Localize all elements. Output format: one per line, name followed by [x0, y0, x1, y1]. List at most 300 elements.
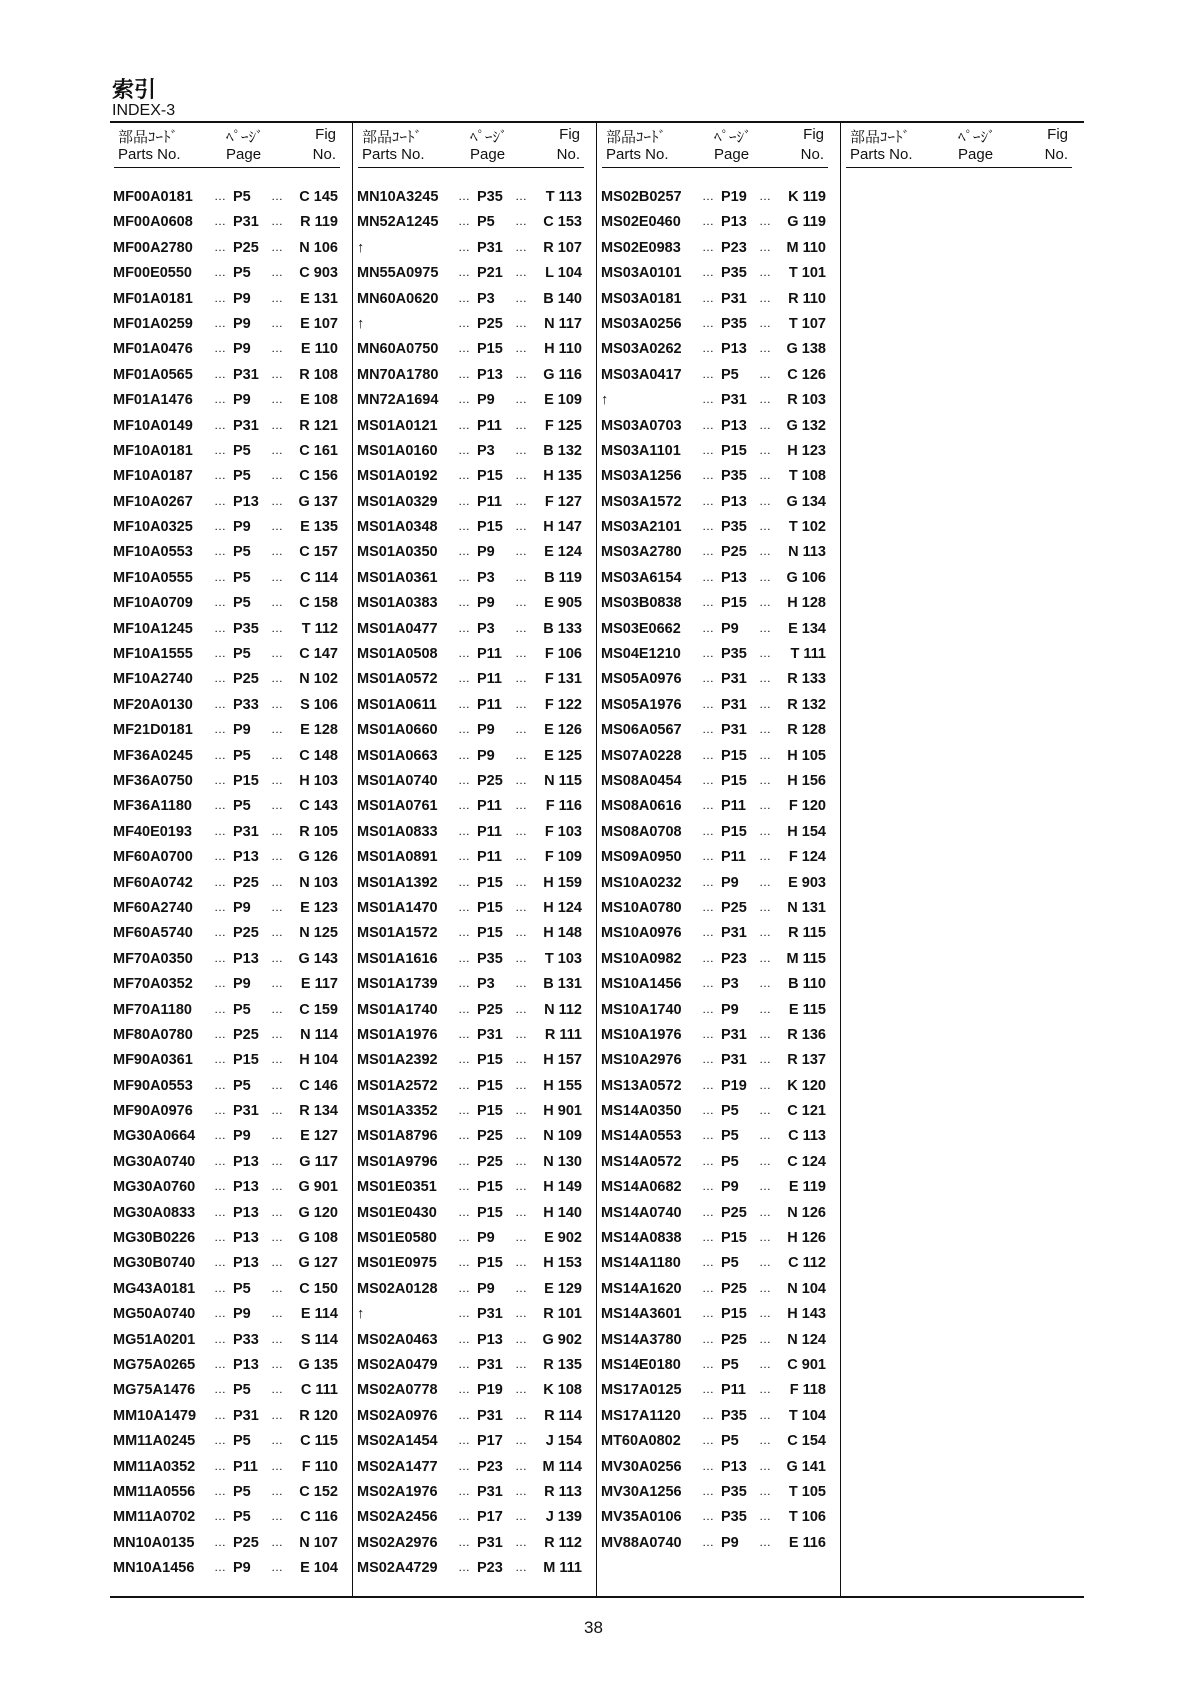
page-ref: P35 — [721, 315, 747, 332]
index-entry — [598, 846, 832, 871]
leader-dots: … — [759, 214, 771, 229]
leader-dots: … — [271, 519, 283, 534]
part-number: MS01A3352 — [357, 1103, 438, 1120]
part-number: MS01A0361 — [357, 569, 438, 586]
leader-dots: … — [458, 976, 470, 991]
part-number: MS01A2392 — [357, 1052, 438, 1069]
bottom-rule — [110, 1596, 1084, 1598]
page-ref: P31 — [233, 1103, 259, 1120]
fig-no: E 902 — [544, 1230, 582, 1247]
index-entry — [110, 1278, 344, 1303]
leader-dots: … — [759, 595, 771, 610]
leader-dots: … — [458, 265, 470, 280]
part-number: MG51A0201 — [113, 1331, 196, 1348]
leader-dots: … — [214, 1306, 226, 1321]
part-number: MF01A0181 — [113, 290, 193, 307]
part-number: MS14A0553 — [601, 1128, 682, 1145]
index-entry — [354, 1456, 588, 1481]
part-number: MS02A0778 — [357, 1382, 438, 1399]
index-entry — [110, 592, 344, 617]
leader-dots: … — [214, 849, 226, 864]
page-ref: P9 — [721, 1001, 739, 1018]
leader-dots: … — [271, 1458, 283, 1473]
leader-dots: … — [458, 899, 470, 914]
leader-dots: … — [515, 1204, 527, 1219]
part-number: MS14A0682 — [601, 1179, 682, 1196]
page-ref: P25 — [233, 1026, 259, 1043]
page-ref: P31 — [721, 722, 747, 739]
leader-dots: … — [271, 1026, 283, 1041]
leader-dots: … — [759, 1534, 771, 1549]
index-entry — [598, 440, 832, 465]
leader-dots: … — [458, 1230, 470, 1245]
leader-dots: … — [458, 569, 470, 584]
leader-dots: … — [458, 1153, 470, 1168]
leader-dots: … — [271, 1356, 283, 1371]
fig-no: T 113 — [545, 189, 582, 205]
page-ref: P13 — [721, 341, 747, 358]
page-ref: P15 — [721, 823, 747, 840]
leader-dots: … — [702, 798, 714, 813]
fig-no: F 120 — [788, 798, 826, 815]
leader-dots: … — [271, 214, 283, 229]
index-entry — [598, 541, 832, 566]
fig-no: R 105 — [299, 823, 338, 840]
leader-dots: … — [702, 189, 714, 203]
part-number: MG30A0833 — [113, 1204, 196, 1221]
part-number: MS01A2572 — [357, 1077, 438, 1094]
leader-dots: … — [515, 620, 527, 635]
fig-no: E 125 — [544, 747, 582, 764]
leader-dots: … — [515, 189, 527, 203]
part-number: MV88A0740 — [601, 1534, 682, 1551]
index-entry — [110, 313, 344, 338]
fig-no: R 133 — [787, 671, 826, 688]
leader-dots: … — [214, 722, 226, 737]
index-entry — [598, 592, 832, 617]
page-ref: P9 — [477, 1280, 495, 1297]
leader-dots: … — [759, 1382, 771, 1397]
leader-dots: … — [458, 290, 470, 305]
page-ref: P13 — [233, 493, 259, 510]
page-ref: P13 — [477, 1331, 503, 1348]
part-number: MG30A0664 — [113, 1128, 196, 1145]
fig-no: K 119 — [788, 189, 826, 205]
part-number: MS01A1739 — [357, 976, 438, 993]
page-ref: P15 — [721, 595, 747, 612]
fig-no: H 103 — [299, 772, 338, 789]
leader-dots: … — [759, 722, 771, 737]
fig-no: H 126 — [787, 1230, 826, 1247]
leader-dots: … — [271, 468, 283, 483]
leader-dots: … — [759, 315, 771, 330]
page-ref: P25 — [477, 315, 503, 332]
leader-dots: … — [458, 493, 470, 508]
part-number: MF36A0245 — [113, 747, 193, 764]
part-number: MF10A0149 — [113, 417, 193, 434]
fig-no: E 135 — [300, 519, 338, 536]
index-entry — [354, 288, 588, 313]
leader-dots: … — [702, 214, 714, 229]
leader-dots: … — [458, 849, 470, 864]
leader-dots: … — [759, 392, 771, 407]
page-ref: P5 — [477, 214, 495, 231]
part-number: MT60A0802 — [601, 1433, 681, 1450]
index-entry — [110, 770, 344, 795]
leader-dots: … — [702, 1306, 714, 1321]
fig-no: H 140 — [543, 1204, 582, 1221]
index-entry — [110, 262, 344, 287]
page-ref: P25 — [233, 874, 259, 891]
index-entry — [598, 491, 832, 516]
leader-dots: … — [458, 1382, 470, 1397]
part-number: MF70A0350 — [113, 950, 193, 967]
part-number: MS01A0833 — [357, 823, 438, 840]
leader-dots: … — [702, 595, 714, 610]
fig-no: R 110 — [788, 290, 826, 307]
index-entry — [354, 999, 588, 1024]
page-ref: P9 — [477, 747, 495, 764]
index-entry — [354, 643, 588, 668]
page-ref: P15 — [477, 1052, 503, 1069]
part-number: MS01A0192 — [357, 468, 438, 485]
fig-no: E 124 — [544, 544, 582, 561]
leader-dots: … — [458, 671, 470, 686]
page-ref: P13 — [477, 366, 503, 383]
leader-dots: … — [214, 595, 226, 610]
part-number: MN10A1456 — [113, 1560, 195, 1577]
part-number: MF01A1476 — [113, 392, 193, 409]
leader-dots: … — [214, 1179, 226, 1194]
part-number: MG75A1476 — [113, 1382, 196, 1399]
part-number: MS02A0128 — [357, 1280, 438, 1297]
leader-dots: … — [271, 1179, 283, 1194]
part-number: MG30B0226 — [113, 1230, 196, 1247]
index-entry — [110, 1405, 344, 1430]
leader-dots: … — [702, 544, 714, 559]
leader-dots: … — [214, 1077, 226, 1092]
part-number: MG30A0760 — [113, 1179, 196, 1196]
index-entry — [354, 1278, 588, 1303]
index-entry — [110, 211, 344, 236]
page-ref: P31 — [721, 925, 747, 942]
index-entry — [110, 922, 344, 947]
fig-no: R 132 — [787, 696, 826, 713]
part-number: MS05A0976 — [601, 671, 682, 688]
leader-dots: … — [515, 1458, 527, 1473]
index-entry — [110, 1329, 344, 1354]
index-entry — [354, 1557, 588, 1582]
page-ref: P31 — [233, 1407, 259, 1424]
page-ref: P15 — [477, 925, 503, 942]
index-title-japanese: 索引 — [112, 77, 157, 102]
fig-no: F 122 — [544, 696, 582, 713]
part-number: MS01A9796 — [357, 1153, 438, 1170]
leader-dots: … — [458, 544, 470, 559]
index-entry — [354, 1379, 588, 1404]
page-ref: P9 — [721, 620, 739, 637]
part-number: MS01E0430 — [357, 1204, 437, 1221]
fig-no: B 133 — [543, 620, 582, 637]
page-ref: P31 — [721, 1026, 747, 1043]
page-ref: P31 — [477, 1306, 503, 1323]
leader-dots: … — [214, 1560, 226, 1575]
part-number: MS01A0891 — [357, 849, 438, 866]
fig-no: C 112 — [788, 1255, 826, 1272]
index-entry — [598, 415, 832, 440]
fig-no: G 126 — [298, 849, 338, 866]
leader-dots: … — [214, 392, 226, 407]
index-entry — [598, 999, 832, 1024]
leader-dots: … — [759, 1483, 771, 1498]
leader-dots: … — [458, 1356, 470, 1371]
page-ref: P15 — [477, 874, 503, 891]
index-entry — [110, 516, 344, 541]
fig-no: H 153 — [543, 1255, 582, 1272]
leader-dots: … — [759, 1407, 771, 1422]
page-ref: P31 — [721, 696, 747, 713]
part-number: MG43A0181 — [113, 1280, 196, 1297]
leader-dots: … — [515, 214, 527, 229]
leader-dots: … — [271, 189, 283, 203]
fig-no: E 108 — [300, 392, 338, 409]
leader-dots: … — [515, 1560, 527, 1575]
page-ref: P5 — [721, 1356, 739, 1373]
leader-dots: … — [702, 1230, 714, 1245]
leader-dots: … — [759, 1331, 771, 1346]
index-entry — [110, 491, 344, 516]
part-number: MS03A1572 — [601, 493, 682, 510]
part-number: MF40E0193 — [113, 823, 192, 840]
leader-dots: … — [271, 544, 283, 559]
leader-dots: … — [458, 925, 470, 940]
fig-no: N 115 — [544, 772, 582, 789]
part-number: MF10A0181 — [113, 442, 193, 459]
fig-no: H 110 — [544, 341, 582, 358]
leader-dots: … — [515, 1128, 527, 1143]
fig-no: E 109 — [544, 392, 582, 409]
index-entry — [110, 389, 344, 414]
leader-dots: … — [515, 519, 527, 534]
leader-dots: … — [214, 544, 226, 559]
fig-no: R 114 — [544, 1407, 582, 1424]
leader-dots: … — [271, 1052, 283, 1067]
fig-header: Fig — [1047, 126, 1068, 143]
part-number: MS10A1976 — [601, 1026, 682, 1043]
index-entry — [598, 948, 832, 973]
index-entry — [354, 491, 588, 516]
fig-no: T 106 — [788, 1509, 826, 1526]
index-entry — [354, 389, 588, 414]
index-entry — [598, 1532, 832, 1557]
part-number: MS01A1392 — [357, 874, 438, 891]
part-number: MS10A0976 — [601, 925, 682, 942]
fig-no: T 112 — [301, 620, 338, 637]
part-number: MS10A0232 — [601, 874, 682, 891]
part-number: MS01A0160 — [357, 442, 438, 459]
fig-no: E 129 — [544, 1280, 582, 1297]
index-entry — [354, 1049, 588, 1074]
page-ref: P25 — [233, 1534, 259, 1551]
leader-dots: … — [702, 722, 714, 737]
leader-dots: … — [702, 1077, 714, 1092]
leader-dots: … — [458, 620, 470, 635]
page-ref: P23 — [721, 239, 747, 256]
leader-dots: … — [702, 747, 714, 762]
fig-no: B 140 — [543, 290, 582, 307]
fig-no: F 103 — [544, 823, 582, 840]
page-ref: P11 — [233, 1458, 258, 1475]
fig-no: H 149 — [543, 1179, 582, 1196]
leader-dots: … — [214, 1103, 226, 1118]
fig-no: G 138 — [786, 341, 826, 358]
page-ref: P15 — [477, 1179, 503, 1196]
part-number: MS14E0180 — [601, 1356, 681, 1373]
index-entry — [598, 694, 832, 719]
fig-no: B 110 — [788, 976, 826, 993]
index-entry — [110, 440, 344, 465]
fig-no: N 117 — [544, 315, 582, 332]
page-ref: P15 — [477, 1255, 503, 1272]
leader-dots: … — [214, 315, 226, 330]
page-ref: P11 — [721, 798, 746, 815]
index-entry — [110, 1456, 344, 1481]
index-entry — [354, 1430, 588, 1455]
column-divider — [596, 123, 597, 1596]
part-number: MS01A1976 — [357, 1026, 438, 1043]
leader-dots: … — [759, 544, 771, 559]
part-number: MF36A0750 — [113, 772, 193, 789]
fig-header: Fig — [315, 126, 336, 143]
page-ref: P11 — [477, 823, 502, 840]
index-entry — [110, 846, 344, 871]
leader-dots: … — [759, 1179, 771, 1194]
leader-dots: … — [515, 290, 527, 305]
fig-no: G 902 — [542, 1331, 582, 1348]
leader-dots: … — [702, 1153, 714, 1168]
index-entry — [110, 1100, 344, 1125]
page-ref: P11 — [477, 849, 502, 866]
fig-no: N 109 — [543, 1128, 582, 1145]
leader-dots: … — [271, 1153, 283, 1168]
part-number: MS01A0740 — [357, 772, 438, 789]
page-ref: P35 — [721, 468, 747, 485]
column-header — [354, 126, 588, 170]
fig-no: N 124 — [787, 1331, 826, 1348]
fig-no-header: No. — [800, 146, 824, 163]
page-ref: P11 — [477, 646, 502, 663]
fig-no: C 124 — [787, 1153, 826, 1170]
leader-dots: … — [214, 417, 226, 432]
index-entry — [598, 618, 832, 643]
leader-dots: … — [515, 1052, 527, 1067]
page-ref: P15 — [233, 772, 259, 789]
page-ref: P31 — [721, 392, 747, 409]
index-entry — [598, 1125, 832, 1150]
leader-dots: … — [515, 823, 527, 838]
page-ref: P9 — [477, 595, 495, 612]
index-column-2 — [354, 186, 588, 1582]
leader-dots: … — [702, 315, 714, 330]
header-underline — [602, 167, 828, 168]
leader-dots: … — [702, 442, 714, 457]
leader-dots: … — [458, 772, 470, 787]
part-number: MS09A0950 — [601, 849, 682, 866]
page-ref: P5 — [233, 189, 251, 205]
index-entry — [598, 262, 832, 287]
page-ref: P25 — [721, 899, 747, 916]
page-ref: P13 — [721, 214, 747, 231]
part-number: MF10A0555 — [113, 569, 193, 586]
part-number: MV35A0106 — [601, 1509, 682, 1526]
leader-dots: … — [702, 620, 714, 635]
fig-no: C 152 — [299, 1483, 338, 1500]
fig-no: H 135 — [543, 468, 582, 485]
fig-no: T 101 — [788, 265, 826, 282]
index-entry — [598, 1430, 832, 1455]
leader-dots: … — [458, 722, 470, 737]
index-entry — [110, 1252, 344, 1277]
leader-dots: … — [759, 265, 771, 280]
index-entry — [598, 237, 832, 262]
part-number: MS14A3601 — [601, 1306, 682, 1323]
leader-dots: … — [515, 1407, 527, 1422]
leader-dots: … — [759, 874, 771, 889]
index-entry — [354, 364, 588, 389]
leader-dots: … — [702, 1509, 714, 1524]
fig-no: N 126 — [787, 1204, 826, 1221]
fig-no: E 123 — [300, 899, 338, 916]
leader-dots: … — [271, 849, 283, 864]
fig-no: N 102 — [299, 671, 338, 688]
page-ref: P9 — [233, 519, 251, 536]
leader-dots: … — [458, 341, 470, 356]
leader-dots: … — [458, 1077, 470, 1092]
part-number: MN10A0135 — [113, 1534, 195, 1551]
index-entry — [110, 973, 344, 998]
leader-dots: … — [759, 1458, 771, 1473]
fig-no: R 103 — [787, 392, 826, 409]
page-ref: P15 — [721, 772, 747, 789]
fig-no: M 114 — [542, 1458, 582, 1475]
fig-no: F 131 — [544, 671, 582, 688]
leader-dots: … — [458, 417, 470, 432]
part-number: MG75A0265 — [113, 1356, 196, 1373]
part-number: MN52A1245 — [357, 214, 439, 231]
leader-dots: … — [759, 290, 771, 305]
leader-dots: … — [702, 1534, 714, 1549]
part-number: MF60A0742 — [113, 874, 193, 891]
fig-no: G 134 — [786, 493, 826, 510]
part-number: MS10A0982 — [601, 950, 682, 967]
leader-dots: … — [271, 1230, 283, 1245]
index-entry — [110, 1151, 344, 1176]
index-entry — [110, 872, 344, 897]
leader-dots: … — [759, 493, 771, 508]
leader-dots: … — [271, 341, 283, 356]
index-entry — [598, 1379, 832, 1404]
fig-no: H 124 — [543, 899, 582, 916]
leader-dots: … — [515, 468, 527, 483]
index-entry — [110, 719, 344, 744]
leader-dots: … — [458, 1280, 470, 1295]
leader-dots: … — [458, 1204, 470, 1219]
page-ref: P13 — [233, 1179, 259, 1196]
index-entry — [110, 668, 344, 693]
fig-no: G 119 — [787, 214, 826, 231]
page-ref: P31 — [233, 823, 259, 840]
leader-dots: … — [214, 1001, 226, 1016]
